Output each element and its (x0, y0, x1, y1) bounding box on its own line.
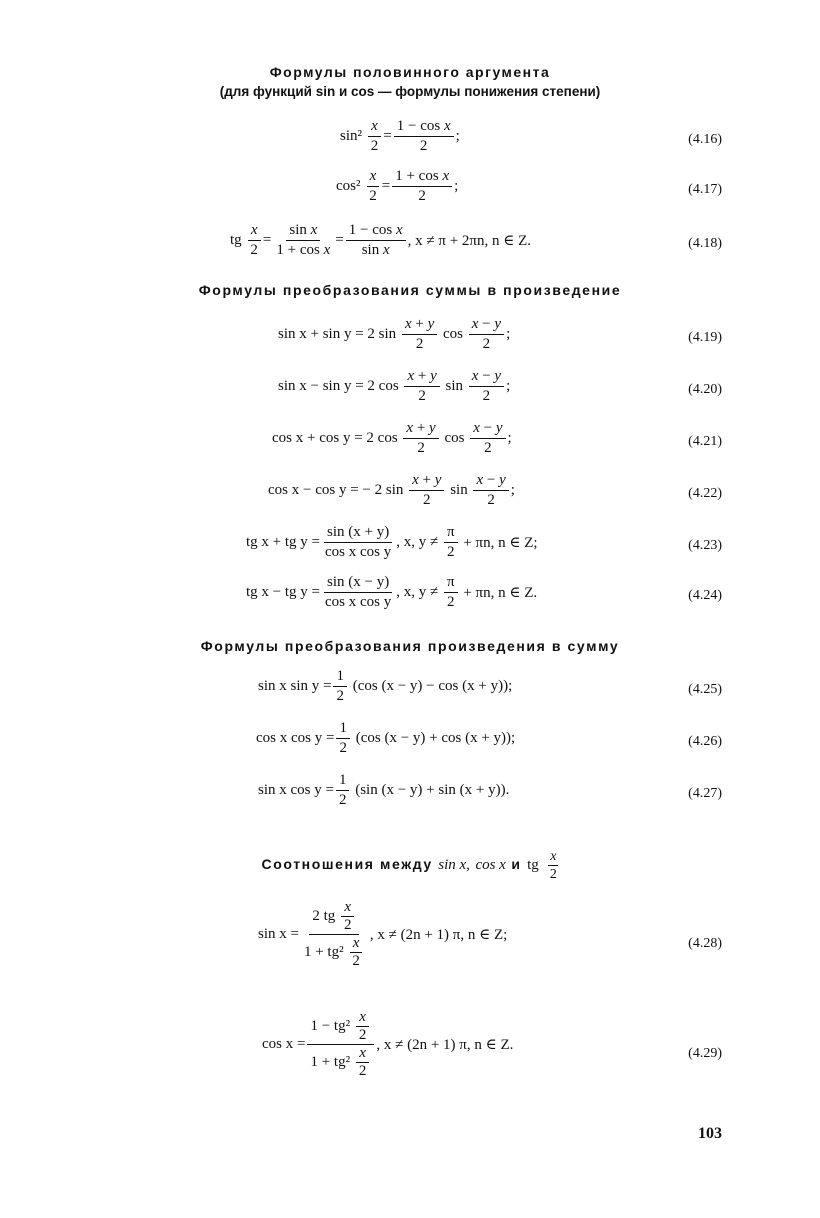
equation-4-28: sin x = 2 tg $\frac{x}{2}$ 1 + tg² $\frac{x}{2}$ , x ≠ (2n + 1) π, n ∈ Z; (4.28) (258, 899, 722, 969)
fraction-numerator: sin (x + y) (324, 524, 392, 543)
equation-4-19: sin x + sin y = 2 sin x + y 2 cos x − y 2 ; (4.19) (278, 316, 722, 352)
relations-cosx: cos x (475, 857, 506, 874)
equation-condition-tail: + πn, n ∈ Z. (463, 585, 538, 601)
equation-number: (4.18) (688, 236, 722, 251)
equation-function: cos (443, 326, 463, 342)
equation-number: (4.21) (688, 434, 722, 449)
equation-lhs: cos x cos y = (256, 730, 335, 746)
equation-function: cos (444, 430, 465, 446)
relations-text: Соотношения между (261, 856, 433, 873)
equation-condition: , x ≠ π + 2πn, n ∈ Z. (407, 233, 531, 249)
equation-4-17: cos² x 2 = 1 + cos x 2 ; (4.17) (336, 168, 722, 204)
equation-condition: , x, y ≠ (396, 584, 439, 600)
fraction-denominator: cos x cos y (325, 594, 392, 610)
equation-lhs: tg x − tg y = (246, 584, 321, 600)
equation-number: (4.25) (688, 682, 722, 697)
equation-punct: ; (506, 326, 511, 342)
equation-lhs: sin x = (258, 926, 299, 942)
equation-number: (4.27) (688, 786, 722, 801)
relations-sinx: sin x, (438, 857, 470, 874)
equation-number: (4.24) (688, 588, 722, 603)
equation-condition: , x ≠ (2n + 1) π, n ∈ Z; (369, 927, 508, 943)
equation-4-23: tg x + tg y = $\frac{\sin (x + y)}{\text{cos x cos y}}$ , x, y ≠ π 2 + πn, n ∈ Z; (4.23) (246, 524, 722, 560)
section-heading-product-to-sum: Формулы преобразования произведения в сумму (200, 638, 620, 654)
equation-lhs: sin x sin y = (258, 678, 332, 694)
equation-number: (4.23) (688, 538, 722, 553)
equation-lhs: cos x = (262, 1036, 306, 1052)
equation-condition: , x, y ≠ (396, 534, 439, 550)
equation-lhs: cos x + cos y = 2 cos (272, 430, 398, 446)
equation-function: sin (450, 482, 468, 498)
equation-4-24: tg x − tg y = $\frac{\sin (x - y)}{\text{cos x cos y}}$ , x, y ≠ π 2 + πn, n ∈ Z. (4.24) (246, 574, 722, 610)
equation-rhs: (sin (x − y) + sin (x + y)). (355, 782, 510, 798)
equation-lhs: tg x + tg y = (246, 534, 321, 550)
equation-4-16: sin² x 2 = 1 − cos x 2 ; (4.16) (340, 118, 722, 154)
equation-lhs: cos x − cos y = − 2 sin (268, 482, 404, 498)
equation-lhs: sin x + sin y = 2 sin (278, 326, 397, 342)
relations-fraction: $\frac{x}{2}$ (549, 849, 557, 882)
equation-number: (4.19) (688, 330, 722, 345)
equation-number: (4.17) (688, 182, 722, 197)
equation-lhs: sin x cos y = (258, 782, 334, 798)
equation-4-21: cos x + cos y = 2 cos x + y 2 cos x − y 2 ; (4.21) (272, 420, 722, 456)
relations-tg: tg (527, 857, 539, 874)
equation-punct: ; (510, 482, 515, 498)
equation-lhs: sin x − sin y = 2 cos (278, 378, 399, 394)
equation-4-25: sin x sin y = $\frac{1}{2}$ (cos (x − y) − cos (x + y)); (4.25) (258, 668, 722, 704)
equation-number: (4.29) (688, 1046, 722, 1061)
equation-punct: ; (506, 378, 511, 394)
fraction-numerator: sin (x − y) (324, 574, 392, 593)
equation-4-26: cos x cos y = $\frac{1}{2}$ (cos (x − y) + cos (x + y)); (4.26) (256, 720, 722, 756)
equation-function: sin (445, 378, 464, 394)
equation-number: (4.28) (688, 936, 722, 951)
equation-punct: ; (507, 430, 512, 446)
equation-4-29: cos x = 1 − tg² $\frac{x}{2}$ 1 + tg² $\frac{x}{2}$ , x ≠ (2n + 1) π, n ∈ Z. (4.29) (262, 1009, 722, 1079)
equation-number: (4.20) (688, 382, 722, 397)
equation-condition: , x ≠ (2n + 1) π, n ∈ Z. (376, 1037, 514, 1053)
equation-rhs: (cos (x − y) + cos (x + y)); (355, 730, 516, 746)
relations-and: и (511, 856, 522, 873)
equation-condition-tail: + πn, n ∈ Z; (463, 535, 538, 551)
section-heading-half-argument: Формулы половинного аргумента (269, 64, 551, 80)
section-heading-sum-to-product: Формулы преобразования суммы в произведение (198, 282, 622, 298)
equation-number: (4.26) (688, 734, 722, 749)
page-number: 103 (698, 1125, 722, 1142)
section-subheading-half-argument: (для функций sin и cos — формулы понижения степени) (219, 84, 601, 99)
section-heading-relations (100, 848, 720, 883)
equation-rhs: (cos (x − y) − cos (x + y)); (352, 678, 513, 694)
equation-4-22: cos x − cos y = − 2 sin x + y 2 sin x − y 2 ; (4.22) (268, 472, 722, 508)
fraction-denominator: cos x cos y (325, 544, 392, 560)
equation-4-20: sin x − sin y = 2 cos x + y 2 sin x − y 2 ; (4.20) (278, 368, 722, 404)
equation-number: (4.22) (688, 486, 722, 501)
equation-number: (4.16) (688, 132, 722, 147)
equation-4-27: sin x cos y = $\frac{1}{2}$ (sin (x − y) + sin (x + y)). (4.27) (258, 772, 722, 808)
equation-4-18: tg x 2 = sin x 1 + cos x = 1 − cos x sin x , x ≠ π + 2πn, n ∈ Z. (4.18) (230, 222, 722, 258)
